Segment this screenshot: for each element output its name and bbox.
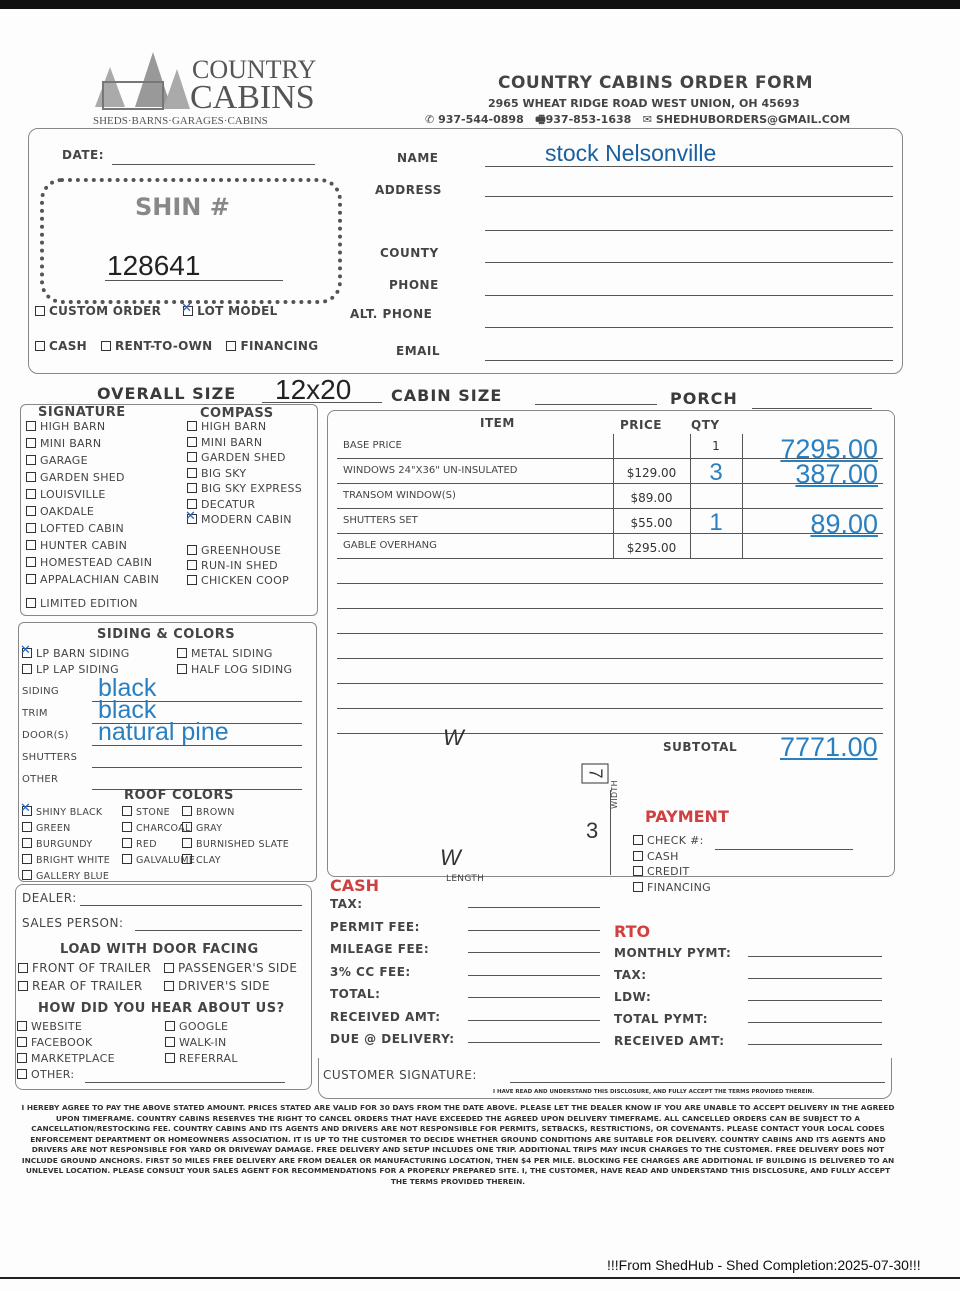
cell-qty	[690, 534, 742, 558]
checkbox-option[interactable]: CLAY	[182, 854, 314, 870]
cell-total: 7295.00	[780, 434, 878, 464]
checkbox[interactable]	[187, 437, 197, 447]
checkbox[interactable]	[633, 866, 643, 876]
amount-field[interactable]: TOTAL:	[330, 983, 600, 1006]
order-type-options	[35, 304, 278, 318]
checkbox-option[interactable]: WEBSITE	[17, 1020, 165, 1036]
checkbox[interactable]	[22, 870, 32, 880]
top-bar	[0, 0, 960, 9]
checkbox-option[interactable]: CHARCOAL	[122, 822, 182, 838]
checkbox-option[interactable]: FINANCING	[226, 339, 318, 353]
checkbox[interactable]	[122, 822, 132, 832]
checkbox[interactable]	[165, 1053, 175, 1063]
checkbox[interactable]	[187, 468, 197, 478]
checkbox[interactable]	[182, 838, 192, 848]
checkbox-option[interactable]: LOFTED CABIN	[26, 522, 159, 539]
checkbox[interactable]	[187, 499, 197, 509]
amount-field[interactable]: 3% CC FEE:	[330, 961, 600, 984]
checkbox-option[interactable]: GARAGE	[26, 454, 159, 471]
checkbox-option[interactable]: CHECK #:	[633, 834, 711, 850]
checkbox[interactable]	[22, 664, 32, 674]
siding-field[interactable]: DOOR(S) natural pine	[92, 724, 302, 746]
cell-item: TRANSOM WINDOW(S)	[343, 490, 456, 501]
checkbox[interactable]	[165, 1037, 175, 1047]
table-row	[337, 633, 883, 634]
checkbox[interactable]	[26, 455, 36, 465]
cash-fields	[330, 893, 600, 1051]
checkbox-option[interactable]: FRONT OF TRAILER	[18, 961, 164, 979]
cell-total: 89.00	[810, 509, 878, 539]
checkbox-option[interactable]: ✕ LOT MODEL	[183, 304, 277, 318]
checkbox-option[interactable]: HIGH BARN	[187, 420, 302, 436]
phone-icon: ✆	[425, 113, 435, 126]
email-icon: ✉	[642, 113, 653, 126]
checkbox-option[interactable]: ✕MODERN CABIN	[187, 513, 302, 529]
payment-type-options	[35, 339, 318, 353]
alt-phone-line[interactable]	[485, 327, 893, 328]
checkbox[interactable]	[164, 981, 174, 991]
checkbox-option[interactable]: MINI BARN	[26, 437, 159, 454]
checkbox[interactable]	[35, 341, 45, 351]
company-logo: COUNTRY CABINS SHEDS·BARNS·GARAGES·CABINS	[75, 45, 315, 130]
address-line-2[interactable]	[485, 230, 893, 231]
load-options	[18, 961, 310, 997]
checkbox[interactable]	[26, 523, 36, 533]
siding-field[interactable]: SHUTTERS	[92, 746, 302, 768]
checkbox[interactable]	[17, 1053, 27, 1063]
checkbox[interactable]	[633, 882, 643, 892]
checkbox-option[interactable]: GRAY	[182, 822, 314, 838]
checkbox-option[interactable]: FACEBOOK	[17, 1036, 165, 1052]
checkbox-option[interactable]: FINANCING	[633, 881, 711, 897]
sales-person-line[interactable]	[135, 930, 302, 931]
checkbox[interactable]	[101, 341, 111, 351]
checkbox-option[interactable]: BURNISHED SLATE	[182, 838, 314, 854]
shin-value[interactable]: 128641	[107, 250, 201, 281]
checkbox[interactable]	[22, 854, 32, 864]
table-row	[337, 608, 883, 609]
checkbox[interactable]	[182, 806, 192, 816]
cell-price: $55.00	[630, 516, 673, 530]
checkbox[interactable]	[22, 806, 32, 816]
checkbox-option[interactable]: OAKDALE	[26, 505, 159, 522]
checkbox[interactable]	[122, 854, 132, 864]
checkbox[interactable]	[26, 421, 36, 431]
amount-field[interactable]: RECEIVED AMT:	[614, 1030, 882, 1052]
checkbox-option[interactable]: CASH	[35, 339, 87, 353]
checkbox-option[interactable]: GREEN	[22, 822, 122, 838]
checkbox[interactable]	[26, 540, 36, 550]
checkbox-option[interactable]: GALVALUME	[122, 854, 182, 870]
checkbox[interactable]	[17, 1021, 27, 1031]
checkbox-option[interactable]: HIGH BARN	[26, 420, 159, 437]
name-line[interactable]	[485, 166, 893, 167]
checkbox-option[interactable]: CASH	[633, 850, 711, 866]
fax-icon: 🖷	[535, 113, 546, 126]
checkbox[interactable]	[26, 489, 36, 499]
checkbox-option[interactable]: PASSENGER'S SIDE	[164, 961, 310, 979]
checkbox[interactable]	[17, 1037, 27, 1047]
checkbox-option[interactable]: REAR OF TRAILER	[18, 979, 164, 997]
siding-options	[22, 647, 312, 679]
rto-fields	[614, 942, 882, 1052]
checkbox-option[interactable]: WALK-IN	[165, 1036, 309, 1052]
checkbox[interactable]	[182, 822, 192, 832]
checkbox-option[interactable]: METAL SIDING	[177, 647, 312, 663]
cell-item: BASE PRICE	[343, 440, 402, 451]
porch-line[interactable]	[752, 408, 872, 409]
cell-total	[745, 484, 878, 508]
checkbox-option[interactable]: HOMESTEAD CABIN	[26, 556, 159, 573]
cell-item: WINDOWS 24"X36" UN-INSULATED	[343, 465, 518, 476]
overall-size-value[interactable]: 12x20	[275, 374, 352, 405]
checkbox-option[interactable]: BIG SKY EXPRESS	[187, 482, 302, 498]
amount-field[interactable]: MONTHLY PYMT:	[614, 942, 882, 964]
checkbox-option[interactable]: CUSTOM ORDER	[35, 304, 161, 318]
amount-field[interactable]: TOTAL PYMT:	[614, 1008, 882, 1030]
disclaimer: I HEREBY AGREE TO PAY THE ABOVE STATED AMOUNT. PRICES STATED ARE VALID FOR 30 DAYS FROM THE DATE ABOVE. PLEASE LET THE DEALER KNOW IF YOU ARE UNABLE TO ACCEPT DELIVERY IN THE AGREED UPON TIMEFRAME. COUNTRY CABINS RESERVES THE RIGHT TO CANCEL ORDERS THAT HAVE EXCEEDED THE AGREED UPON DELIVERY TIMEFRAME. ALL CANCELLED ORDERS CAN BE SUBJECT TO A CANCELLATION/RESTOCKING FEE. COUNTRY CABINS AND ITS AGENTS AND DRIVERS ARE NOT RESPONSIBLE FOR PERMITS, SETBACKS, RESTRICTIONS, OR COVENANTS. PLEASE CONTACT YOUR LOCAL CODES ENFORCEMENT DEPARTMENT OR HOMEOWNERS ASSOCIATION. IT IS UP TO THE CUSTOMER TO DECIDE WHETHER GROUND CONDITIONS ARE SUITABLE FOR DELIVERY. COUNTRY CABINS AND ITS AGENTS AND DRIVERS ARE NOT RESPONSIBLE FOR YARD OR DRIVEWAY DAMAGE. FREE DELIVERY AND SETUP INCLUDES ONE TRIP. ADDITIONAL TRIPS MAY INCUR CHARGES TO THE CUSTOMER. FREE DELIVERY DOES NOT INCLUDE GROUND ANCHORS. FIRST 50 MILES FREE DELIVERY ARE FROM DEALER OR MANUFACTURING LOCATION, THEN $4 PER MILE. BLOCKING FEE CHARGES ARE ADDITIONAL IF BUILDING IS DELIVERED TO AN UNLEVEL LOCATION. PLEASE CONSULT YOUR SALES AGENT FOR RECOMMENDATIONS FOR A PROPERLY PREPARED SITE. I, THE CUSTOMER, HAVE READ AND UNDERSTAND THIS DISCLOSURE, AND FULLY ACCEPT THE TERMS PROVIDED THEREIN.	[21, 1103, 895, 1186]
customer-signature-line[interactable]	[510, 1082, 885, 1083]
checkbox-option[interactable]: RED	[122, 838, 182, 854]
checkbox[interactable]	[122, 806, 132, 816]
name-field[interactable]: stock Nelsonville	[545, 140, 717, 166]
company-address: 2965 WHEAT RIDGE ROAD WEST UNION, OH 45693	[488, 97, 800, 110]
checkbox-option[interactable]: DRIVER'S SIDE	[164, 979, 310, 997]
signature-list	[26, 420, 159, 590]
checkbox-option[interactable]: HALF LOG SIDING	[177, 663, 312, 679]
checkbox-option[interactable]: APPALACHIAN CABIN	[26, 573, 159, 590]
checkbox-option[interactable]: ✕LP BARN SIDING	[22, 647, 177, 663]
checkbox[interactable]	[22, 838, 32, 848]
checkbox[interactable]	[187, 575, 197, 585]
checkbox[interactable]	[18, 981, 28, 991]
checkbox[interactable]	[177, 664, 187, 674]
checkbox-option[interactable]: MINI BARN	[187, 436, 302, 452]
checkbox-option[interactable]: STONE	[122, 806, 182, 822]
checkbox[interactable]	[26, 472, 36, 482]
compass-list-2	[187, 544, 289, 589]
table-row	[337, 708, 883, 709]
checkbox-option[interactable]: RUN-IN SHED	[187, 559, 289, 574]
hear-options	[17, 1020, 309, 1084]
checkbox-option[interactable]: LP LAP SIDING	[22, 663, 177, 679]
checkbox[interactable]	[22, 648, 32, 658]
siding-field[interactable]: OTHER	[92, 768, 302, 790]
checkbox[interactable]	[633, 835, 643, 845]
checkbox[interactable]	[122, 838, 132, 848]
checkbox-option[interactable]: BROWN	[182, 806, 314, 822]
payment-options	[633, 834, 711, 896]
checkbox-option[interactable]: BIG SKY	[187, 467, 302, 483]
checkbox-option[interactable]: GARDEN SHED	[187, 451, 302, 467]
checkbox-option[interactable]: CHICKEN COOP	[187, 574, 289, 589]
checkbox[interactable]	[183, 306, 193, 316]
checkbox-option[interactable]: BRIGHT WHITE	[22, 854, 122, 870]
checkbox[interactable]	[18, 963, 28, 973]
phone-line[interactable]	[485, 295, 893, 296]
amount-field[interactable]: TAX:	[330, 893, 600, 916]
cell-qty: 3	[709, 459, 723, 486]
checkbox-option[interactable]: ✕SHINY BLACK	[22, 806, 122, 822]
table-row	[337, 583, 883, 584]
amount-field[interactable]: DUE @ DELIVERY:	[330, 1028, 600, 1051]
other-line[interactable]	[85, 1082, 285, 1083]
cell-total: 387.00	[795, 459, 878, 489]
table-row	[337, 683, 883, 684]
limited-edition-option[interactable]: LIMITED EDITION	[26, 597, 138, 610]
order-form-page: COUNTRY CABINS SHEDS·BARNS·GARAGES·CABINS COUNTRY CABINS ORDER FORM 2965 WHEAT RIDGE ROAD WEST UNION, OH 45693 ✆ 937-544-0898 🖷937-853-1638 ✉ SHEDHUBORDERS@GMAIL.COM DATE: SHIN # 128641 CUSTOM ORDER ✕ LOT MODEL CASH RENT-TO-OWN FINANCING NAME stock Nelsonville ADDRESS COUNTY PHONE ALT. PHONE EMAIL OVERALL SIZE 12x20 CABIN SIZE PORCH SIGNATURE COMPASS HIGH BARN MINI BARN GARAGE GARDEN SHED LOUISVILLE OAKDALE LOFTED CABIN HUNTER CABIN HOMESTEAD CABIN APPALACHIAN CABIN HIGH BARN MINI BARN GARDEN SHED BIG SKY BIG SKY EXPRESS DECATUR ✕MODERN CABIN GREENHOUSE RUN-IN SHED CHICKEN COOP LIMITED EDITION SIDING & COLORS ✕LP BARN SIDING METAL SIDING LP LAP SIDING HALF LOG SIDING SIDING black TRIM black DOOR(S) natural pine SHUTTERS OTHER ROOF COLORS ✕SHINY BLACK STONE BROWN GREEN CHARCOAL GRAY BURGUNDY RED BURNISHED SLATE BRIGHT WHITE GALVALUME CLAY GALLERY BLUE ITEM PRICE QTY BASE PRICE 1 7295.00 WINDOWS 24"X36" UN-INSULATED $129.00 3 387.00 TRANSOM WINDOW(S) $89.00 SHUTTERS SET $55.00 1 89.00 GABLE OVERHANG $295.00 SUBTOTAL 7771.00 W 7 WIDTH 3 W LENGTH PAYMENT CHECK #: CASH CREDIT FINANCING CASH TAX: PERMIT FEE: MILEAGE FEE: 3% CC FEE: TOTAL: RECEIVED AMT: DUE @ DELIVERY: RTO MONTHLY PYMT: TAX: LDW: TOTAL PYMT: RECEIVED AMT: DEALER: SALES PERSON: LOAD WITH DOOR FACING FRONT OF TRAILER PASSENGER'S SIDE REAR OF TRAILER DRIVER'S SIDE HOW DID YOU HEAR ABOUT US? WEBSITE GOOGLE FACEBOOK WALK-IN MARKETPLACE REFERRAL OTHER: CUSTOMER SIGNATURE: I HAVE READ AND UNDERSTAND THIS DISCLOSURE, AND FULLY ACCEPT THE TERMS PROVIDED THEREIN. I HEREBY AGREE TO PAY THE ABOVE STATED AMOUNT. PRICES STATED ARE VALID FOR 30 DAYS FROM THE DATE ABOVE. PLEASE LET THE DEALER KNOW IF YOU ARE UNABLE TO ACCEPT DELIVERY IN THE AGREED UPON TIMEFRAME. COUNTRY CABINS RESERVES THE RIGHT TO CANCEL ORDERS THAT HAVE EXCEEDED THE AGREED UPON DELIVERY TIMEFRAME. ALL CANCELLED ORDERS CAN BE SUBJECT TO A CANCELLATION/RESTOCKING FEE. COUNTRY CABINS AND ITS AGENTS AND DRIVERS ARE NOT RESPONSIBLE FOR PERMITS, SETBACKS, RESTRICTIONS, OR COVENANTS. PLEASE CONTACT YOUR LOCAL CODES ENFORCEMENT DEPARTMENT OR HOMEOWNERS ASSOCIATION. IT IS UP TO THE CUSTOMER TO DECIDE WHETHER GROUND CONDITIONS ARE SUITABLE FOR DELIVERY. COUNTRY CABINS AND ITS AGENTS AND DRIVERS ARE NOT RESPONSIBLE FOR YARD OR DRIVEWAY DAMAGE. FREE DELIVERY AND SETUP INCLUDES ONE TRIP. ADDITIONAL TRIPS MAY INCUR CHARGES TO THE CUSTOMER. FREE DELIVERY DOES NOT INCLUDE GROUND ANCHORS. FIRST 50 MILES FREE DELIVERY ARE FROM DEALER OR MANUFACTURING LOCATION, THEN $4 PER MILE. BLOCKING FEE CHARGES ARE ADDITIONAL IF BUILDING IS DELIVERED TO AN UNLEVEL LOCATION. PLEASE CONSULT YOUR SALES AGENT FOR RECOMMENDATIONS FOR A PROPERLY PREPARED SITE. I, THE CUSTOMER, HAVE READ AND UNDERSTAND THIS DISCLOSURE, AND FULLY ACCEPT THE TERMS PROVIDED THEREIN. !!!From ShedHub - Shed Completion:2025-07-30!!!	[0, 0, 960, 1291]
cell-price: $89.00	[630, 491, 673, 505]
cell-item: GABLE OVERHANG	[343, 540, 437, 551]
compass-list	[187, 420, 302, 529]
email-line[interactable]	[485, 360, 893, 361]
cabin-trees-icon	[75, 47, 190, 112]
amount-field[interactable]: LDW:	[614, 986, 882, 1008]
checkbox[interactable]	[35, 306, 45, 316]
checkbox[interactable]	[182, 854, 192, 864]
subtotal-value: 7771.00	[780, 732, 878, 762]
amount-field[interactable]: MILEAGE FEE:	[330, 938, 600, 961]
shedhub-watermark: !!!From ShedHub - Shed Completion:2025-07-30!!!	[607, 1257, 921, 1273]
table-row	[337, 558, 883, 559]
checkbox-option[interactable]: HUNTER CABIN	[26, 539, 159, 556]
checkbox[interactable]	[26, 438, 36, 448]
checkbox-option[interactable]: DECATUR	[187, 498, 302, 514]
cabin-size-line[interactable]	[535, 404, 657, 405]
cell-qty: 1	[709, 509, 723, 536]
checkbox-option[interactable]: RENT-TO-OWN	[101, 339, 213, 353]
date-field[interactable]	[112, 164, 315, 165]
checkbox[interactable]	[26, 506, 36, 516]
address-line[interactable]	[485, 196, 893, 197]
contact-line: ✆ 937-544-0898 🖷937-853-1638 ✉ SHEDHUBORDERS@GMAIL.COM	[425, 113, 851, 126]
roof-options	[22, 806, 314, 886]
checkbox[interactable]	[22, 822, 32, 832]
checkbox-option[interactable]: GOOGLE	[165, 1020, 309, 1036]
checkbox[interactable]	[187, 483, 197, 493]
checkbox[interactable]	[26, 574, 36, 584]
cell-item: SHUTTERS SET	[343, 515, 418, 526]
checkbox[interactable]	[26, 598, 36, 608]
checkbox-option[interactable]: LOUISVILLE	[26, 488, 159, 505]
checkbox-option[interactable]: OTHER:	[17, 1068, 165, 1084]
checkbox[interactable]	[187, 514, 197, 524]
table-row	[337, 658, 883, 659]
checkbox[interactable]	[187, 421, 197, 431]
checkbox[interactable]	[187, 560, 197, 570]
checkbox[interactable]	[226, 341, 236, 351]
county-line[interactable]	[485, 262, 893, 263]
siding-field[interactable]: TRIM black	[92, 702, 302, 724]
checkbox[interactable]	[177, 648, 187, 658]
checkbox[interactable]	[187, 452, 197, 462]
amount-field[interactable]: RECEIVED AMT:	[330, 1006, 600, 1029]
check-number-line[interactable]	[715, 849, 853, 850]
cell-price	[614, 434, 689, 458]
cell-qty	[690, 484, 742, 508]
checkbox[interactable]	[187, 545, 197, 555]
checkbox-option[interactable]: REFERRAL	[165, 1052, 309, 1068]
dealer-line[interactable]	[80, 905, 302, 906]
checkbox[interactable]	[164, 963, 174, 973]
checkbox-option[interactable]: CREDIT	[633, 865, 711, 881]
checkbox-option[interactable]: MARKETPLACE	[17, 1052, 165, 1068]
amount-field[interactable]: TAX:	[614, 964, 882, 986]
siding-fields	[22, 674, 302, 790]
cell-price: $295.00	[626, 541, 677, 555]
checkbox-option[interactable]: GREENHOUSE	[187, 544, 289, 559]
amount-field[interactable]: PERMIT FEE:	[330, 916, 600, 939]
form-title: COUNTRY CABINS ORDER FORM	[498, 73, 814, 93]
cell-qty: 1	[712, 439, 720, 453]
cell-price: $129.00	[626, 466, 677, 480]
cell-total	[745, 534, 878, 558]
siding-field[interactable]: SIDING black	[92, 680, 302, 702]
checkbox[interactable]	[17, 1069, 27, 1079]
checkbox[interactable]	[165, 1021, 175, 1031]
checkbox-option[interactable]: GARDEN SHED	[26, 471, 159, 488]
checkbox[interactable]	[26, 557, 36, 567]
checkbox[interactable]	[633, 851, 643, 861]
checkbox-option[interactable]: BURGUNDY	[22, 838, 122, 854]
checkbox-option[interactable]: GALLERY BLUE	[22, 870, 122, 886]
